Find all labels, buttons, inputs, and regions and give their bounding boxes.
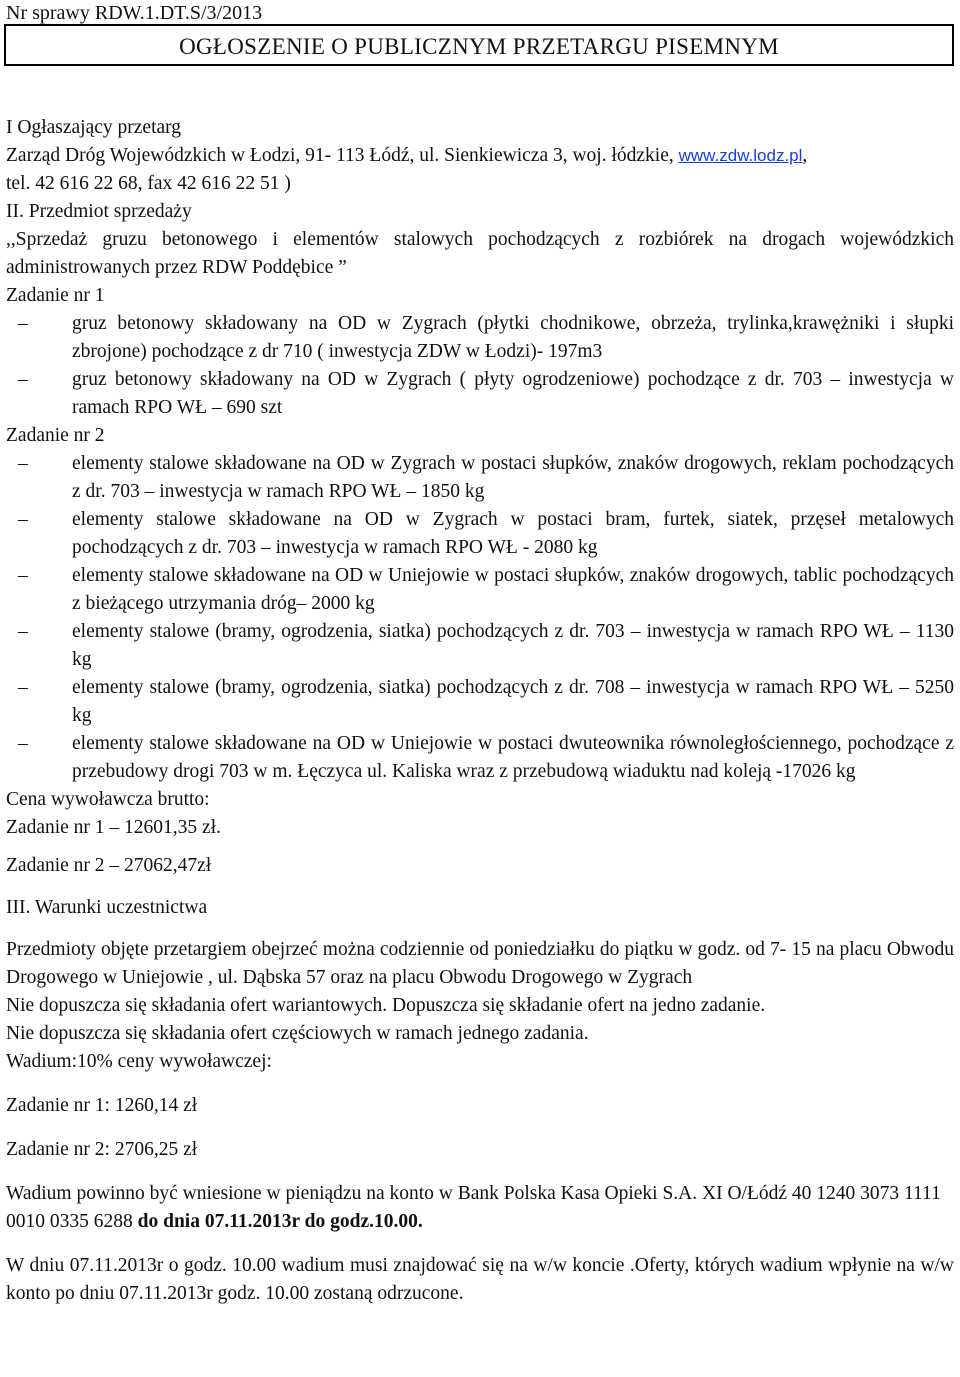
document-body: [6, 114, 954, 1308]
dash-bullet: –: [18, 565, 28, 586]
dash-bullet: –: [18, 313, 28, 334]
list-item: [6, 506, 954, 562]
bank-account-info: [6, 1180, 954, 1236]
list-item-text: elementy stalowe (bramy, ogrodzenia, siatka) pochodzących z dr. 703 – inwestycja w ramach RPO WŁ – 1130 kg: [72, 621, 954, 670]
list-item-text: elementy stalowe składowane na OD w Uniejowie w postaci słupków, znaków drogowych, tablic pochodzących z bieżącego utrzymania dróg– 2000 kg: [72, 565, 954, 614]
case-number: Nr sprawy RDW.1.DT.S/3/2013: [6, 2, 263, 24]
wadium-task-1: Zadanie nr 1: 1260,14 zł: [6, 1095, 198, 1116]
dash-bullet: –: [18, 677, 28, 698]
variant-offers-info: Nie dopuszcza się składania ofert wariantowych. Dopuszcza się składanie ofert na jedno zadanie.: [6, 995, 766, 1016]
organizer-address-comma: ,: [802, 145, 808, 166]
list-item-text: elementy stalowe (bramy, ogrodzenia, siatka) pochodzących z dr. 708 – inwestycja w ramach RPO WŁ – 5250 kg: [72, 677, 954, 726]
bank-account-text: Wadium powinno być wniesione w pieniądzu na konto w Bank Polska Kasa Opieki S.A. XI O/Łódź 40 1240 3073 1111 0010 0335 6288: [6, 1183, 941, 1232]
wadium-task-2: Zadanie nr 2: 2706,25 zł: [6, 1139, 198, 1160]
section-1-heading: I Ogłaszający przetarg: [6, 117, 182, 138]
dash-bullet: –: [18, 733, 28, 754]
sale-subject: ,,Sprzedaż gruzu betonowego i elementów stalowych pochodzących z rozbiórek na drogach wojewódzkich administrowanych przez RDW Poddębice ”: [6, 229, 954, 278]
section-2-heading: II. Przedmiot sprzedaży: [6, 201, 192, 222]
task-1-heading: Zadanie nr 1: [6, 285, 105, 306]
list-item: [6, 730, 954, 786]
announcement-title: OGŁOSZENIE O PUBLICZNYM PRZETARGU PISEMNYM: [179, 34, 779, 59]
task-1-list: [6, 310, 954, 422]
task-2-heading: Zadanie nr 2: [6, 425, 105, 446]
dash-bullet: –: [18, 453, 28, 474]
list-item: [6, 618, 954, 674]
organizer-address: [6, 142, 954, 170]
list-item-text: elementy stalowe składowane na OD w Uniejowie w postaci dwuteownika równoległościennego, pochodzące z przebudowy drogi 703 w m. Łęczyca ul. Kaliska wraz z przebudową wiaduktu nad koleją -17026 kg: [72, 733, 954, 782]
organizer-website-link[interactable]: www.zdw.lodz.pl: [678, 146, 803, 165]
announcement-header-box: [4, 24, 954, 66]
price-task-2: Zadanie nr 2 – 27062,47zł: [6, 855, 212, 876]
list-item-text: elementy stalowe składowane na OD w Zygrach w postaci bram, furtek, siatek, przęseł metalowych pochodzących z dr. 703 – inwestycja w ramach RPO WŁ - 2080 kg: [72, 509, 954, 558]
list-item-text: elementy stalowe składowane na OD w Zygrach w postaci słupków, znaków drogowych, reklam pochodzących z dr. 703 – inwestycja w ramach RPO WŁ – 1850 kg: [72, 453, 954, 502]
list-item: [6, 562, 954, 618]
organizer-phone: tel. 42 616 22 68, fax 42 616 22 51 ): [6, 173, 291, 194]
price-label: Cena wywoławcza brutto:: [6, 789, 210, 810]
section-3-heading: III. Warunki uczestnictwa: [6, 897, 208, 918]
list-item: [6, 310, 954, 366]
task-2-list: [6, 450, 954, 786]
organizer-address-text: Zarząd Dróg Wojewódzkich w Łodzi, 91- 113 Łódź, ul. Sienkiewicza 3, woj. łódzkie,: [6, 145, 674, 166]
dash-bullet: –: [18, 369, 28, 390]
price-task-1: Zadanie nr 1 – 12601,35 zł.: [6, 817, 221, 838]
deadline-bold: do dnia 07.11.2013r do godz.10.00.: [137, 1211, 423, 1232]
list-item: [6, 366, 954, 422]
list-item-text: gruz betonowy składowany na OD w Zygrach (płytki chodnikowe, obrzeża, trylinka,krawężniki i słupki zbrojone) pochodzące z dr 710 ( inwestycja ZDW w Łodzi)- 197m3: [72, 313, 954, 362]
dash-bullet: –: [18, 621, 28, 642]
wadium-label: Wadium:10% ceny wywoławczej:: [6, 1051, 272, 1072]
partial-offers-info: Nie dopuszcza się składania ofert częściowych w ramach jednego zadania.: [6, 1023, 589, 1044]
list-item-text: gruz betonowy składowany na OD w Zygrach ( płyty ogrodzeniowe) pochodzące z dr. 703 – inwestycja w ramach RPO WŁ – 690 szt: [72, 369, 954, 418]
inspection-info: Przedmioty objęte przetargiem obejrzeć można codziennie od poniedziałku do piątku w godz. od 7- 15 na placu Obwodu Drogowego w Uniejowie , ul. Dąbska 57 oraz na placu Obwodu Drogowego w Zygrach: [6, 939, 954, 988]
list-item: [6, 674, 954, 730]
dash-bullet: –: [18, 509, 28, 530]
final-note: W dniu 07.11.2013r o godz. 10.00 wadium musi znajdować się na w/w koncie .Oferty, których wadium wpłynie na w/w konto po dniu 07.11.2013r godz. 10.00 zostaną odrzucone.: [6, 1255, 954, 1304]
list-item: [6, 450, 954, 506]
